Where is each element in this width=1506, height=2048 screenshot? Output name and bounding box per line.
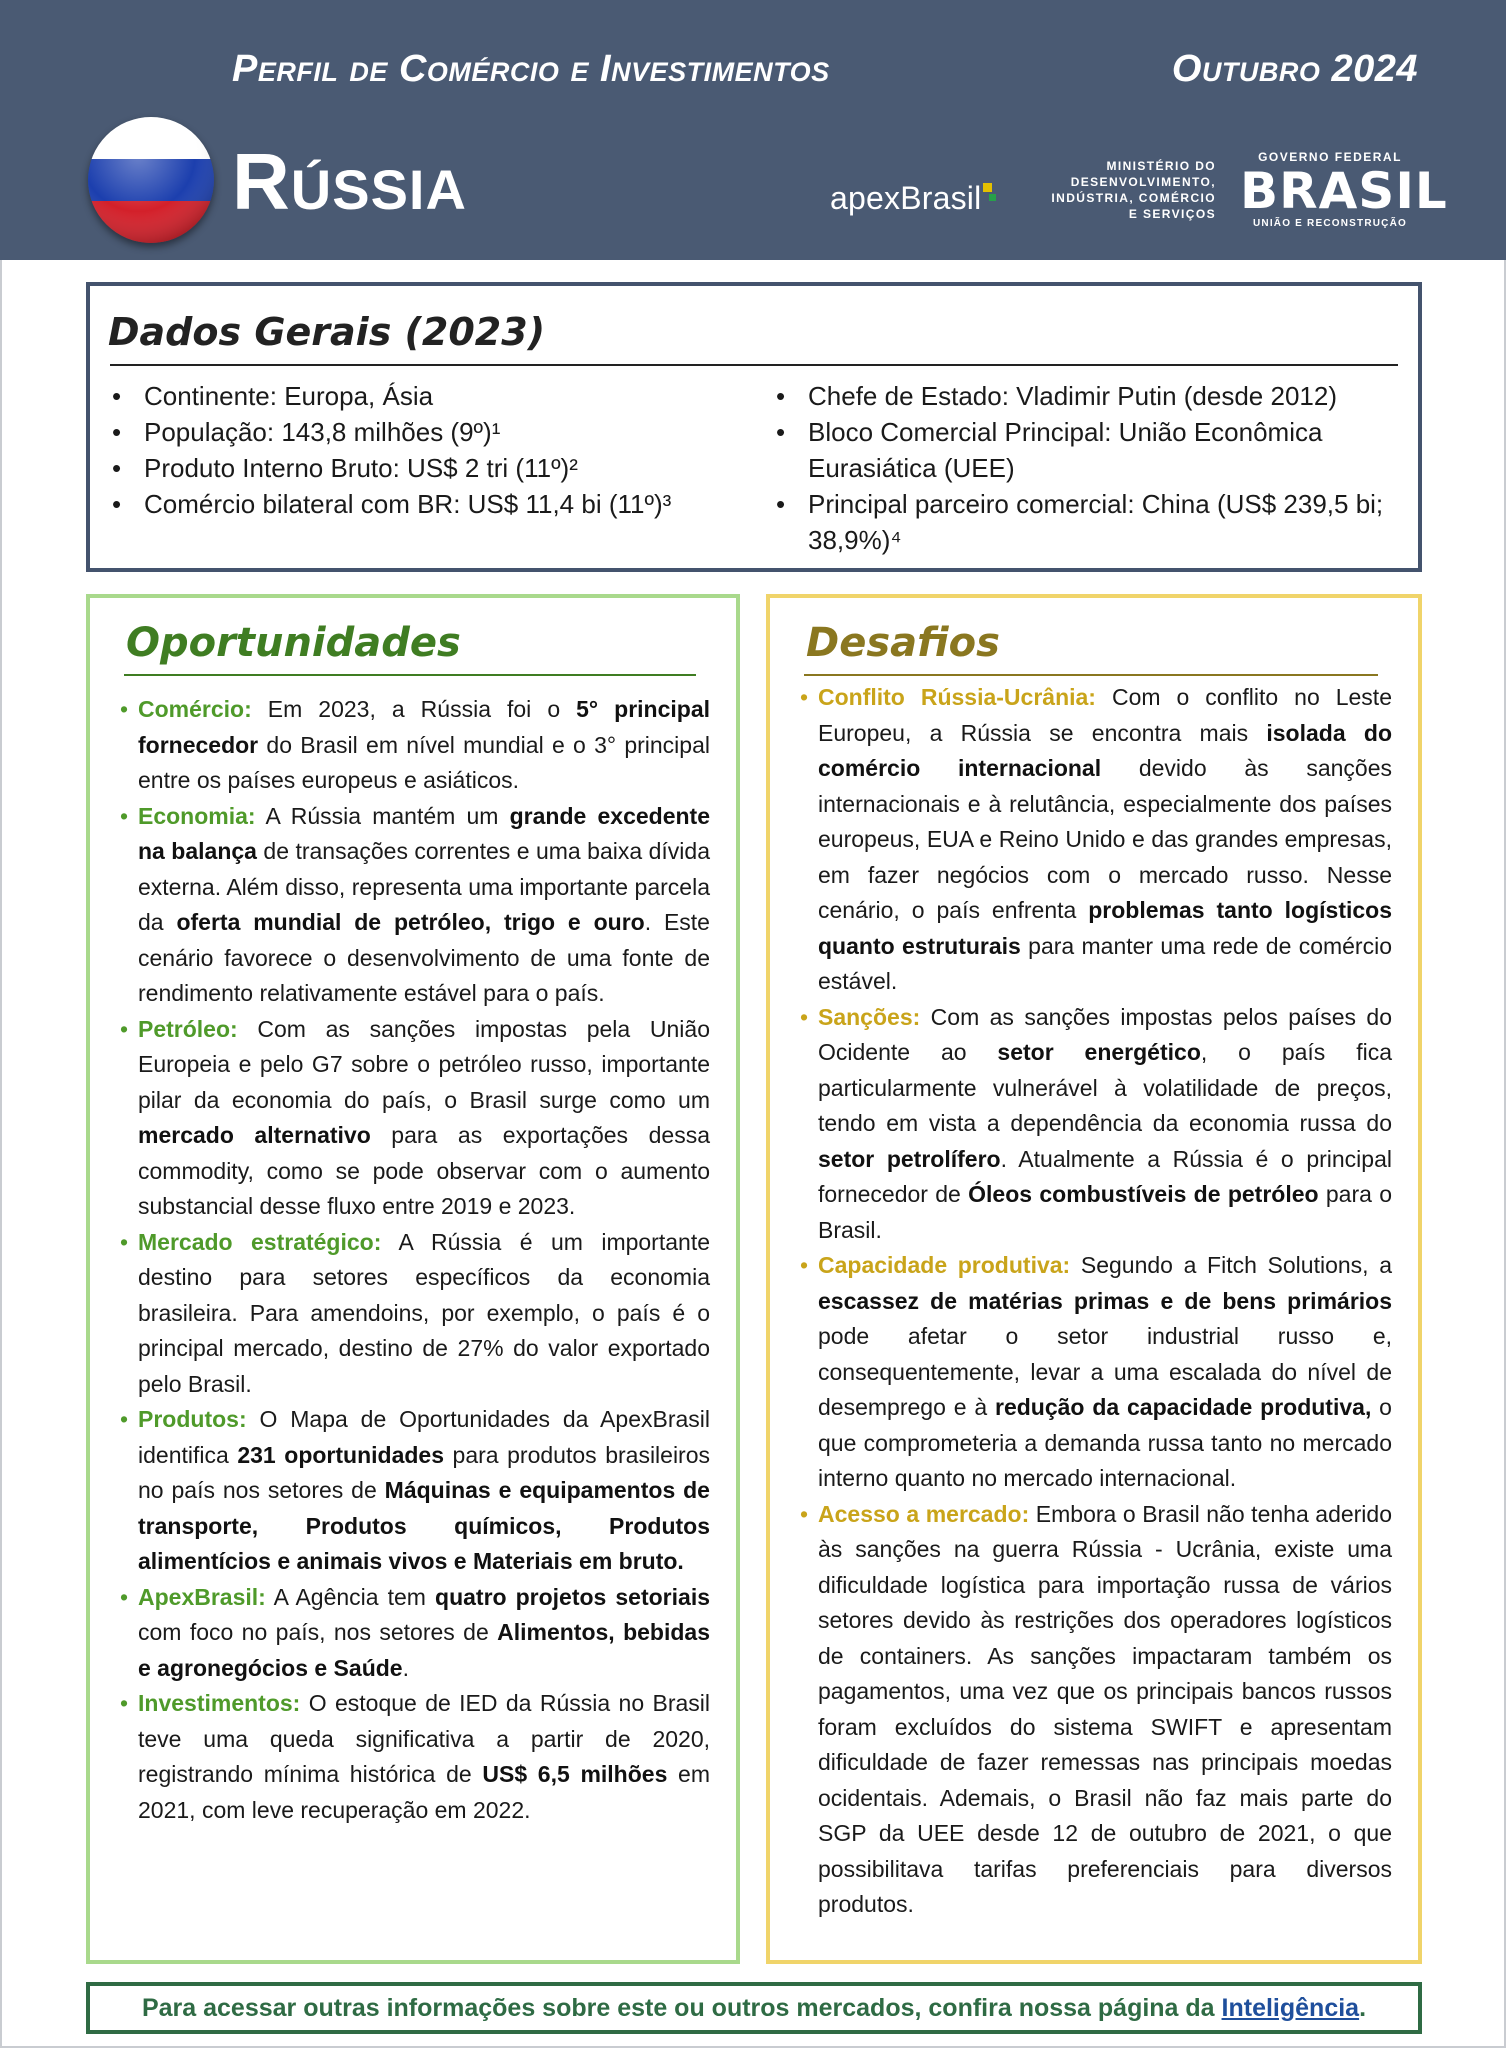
body-text: Com as sanções impostas pela União Europeia e pelo G7 sobre o petróleo russo, importante pilar da economia do país, o Brasil surge como um bbox=[138, 1015, 710, 1113]
oportunidades-panel bbox=[86, 594, 740, 1964]
desafio-item bbox=[800, 1248, 1392, 1497]
body-text: . Este cenário favorece o desenvolvimento de uma fonte de rendimento relativamente estável para o país. bbox=[138, 909, 710, 1006]
russia-flag-icon bbox=[88, 117, 214, 243]
bullet-label: Economia: bbox=[138, 802, 256, 829]
governo-federal-logo: GOVERNO FEDERAL BRASIL UNIÃO E RECONSTRUÇÃO bbox=[1240, 150, 1448, 229]
footer-text: Para acessar outras informações sobre este ou outros mercados, confira nossa página da bbox=[141, 1994, 1222, 2022]
bold-text: problemas tanto logísticos quanto estruturais bbox=[818, 897, 1392, 959]
desafios-list bbox=[800, 680, 1392, 1923]
dados-gerais-title: Dados Gerais (2023) bbox=[108, 310, 546, 354]
body-text: Segundo a Fitch Solutions, a bbox=[1070, 1252, 1392, 1278]
bullet-label: Capacidade produtiva: bbox=[818, 1252, 1071, 1278]
divider bbox=[804, 674, 1378, 676]
desafio-item bbox=[800, 1497, 1392, 1923]
bold-text: Máquinas e equipamentos de transporte, Produtos químicos, Produtos alimentícios e animais vivos e Materiais em bruto. bbox=[138, 1477, 710, 1574]
body-text: A Agência tem bbox=[265, 1583, 436, 1610]
body-text: . bbox=[402, 1654, 409, 1681]
dados-gerais-left-list bbox=[110, 378, 770, 522]
oportunidades-list bbox=[120, 692, 710, 1828]
body-text: Embora o Brasil não tenha aderido às sanções na guerra Rússia - Ucrânia, existe uma dificuldade logística para importação russa de vários setores devido às restrições dos operadores logísticos de containers. As sanções impactaram também os pagamentos, uma vez que os principais bancos russos foram excluídos do sistema SWIFT e apresentam dificuldade de fazer remessas nas principais moedas ocidentais. Ademais, o Brasil não faz mais parte do SGP da UEE desde 12 de outubro de 2021, o que possibilitava tarifas preferenciais para diversos produtos. bbox=[818, 1500, 1392, 1917]
body-text: Com as sanções impostas pelos países do Ocidente ao bbox=[818, 1003, 1392, 1065]
desafio-item bbox=[800, 680, 1392, 1000]
apexbrasil-logo: apexBrasil bbox=[830, 180, 996, 217]
desafios-panel bbox=[766, 594, 1422, 1964]
body-text: O Mapa de Oportunidades da ApexBrasil identifica bbox=[138, 1406, 710, 1468]
bullet-label: Conflito Rússia-Ucrânia: bbox=[818, 684, 1096, 710]
ministry-logo: MINISTÉRIO DO DESENVOLVIMENTO, INDÚSTRIA, COMÉRCIO E SERVIÇOS bbox=[1051, 159, 1216, 221]
dados-gerais-right-list bbox=[774, 378, 1394, 558]
oportunidade-item bbox=[120, 1402, 710, 1580]
bullet-label: Mercado estratégico: bbox=[138, 1228, 382, 1255]
divider bbox=[124, 674, 696, 676]
document-date: Outubro 2024 bbox=[1171, 48, 1418, 90]
body-text: devido às sanções internacionais e à relutância, especialmente dos países europeus, EUA e Reino Unido e das grandes empresas, em fazer negócios com o mercado russo. Nesse cenário, o país enfrenta bbox=[818, 755, 1392, 923]
oportunidade-item bbox=[120, 1012, 710, 1225]
bold-text: escassez de matérias primas e de bens primários bbox=[818, 1287, 1392, 1314]
bold-text: setor petrolífero bbox=[818, 1145, 1001, 1172]
dados-gerais-item: • Continente: Europa, Ásia bbox=[110, 378, 770, 414]
bold-text: oferta mundial de petróleo, trigo e ouro bbox=[176, 909, 645, 935]
document-title: Perfil de Comércio e Investimentos bbox=[232, 48, 830, 90]
bullet-label: Sanções: bbox=[818, 1003, 921, 1030]
oportunidade-item bbox=[120, 1580, 710, 1687]
bullet-label: ApexBrasil: bbox=[138, 1583, 266, 1610]
dados-gerais-item: • População: 143,8 milhões (9º)¹ bbox=[110, 414, 770, 450]
oportunidade-item bbox=[120, 1225, 710, 1403]
bullet-label: Investimentos: bbox=[138, 1690, 301, 1716]
footer-end: . bbox=[1359, 1994, 1367, 2022]
body-text: A Rússia mantém um bbox=[255, 802, 510, 829]
page-header bbox=[0, 0, 1506, 260]
body-text: Em 2023, a Rússia foi o bbox=[251, 696, 577, 722]
body-text: pode afetar o setor industrial russo e, consequentemente, levar a uma escalada do nível de desemprego e à bbox=[818, 1323, 1392, 1420]
bold-text: redução da capacidade produtiva, bbox=[995, 1394, 1372, 1420]
bullet-label: Acesso a mercado: bbox=[818, 1500, 1030, 1527]
bold-text: isolada do comércio internacional bbox=[818, 719, 1392, 781]
body-text: Com o conflito no Leste Europeu, a Rússia se encontra mais bbox=[818, 684, 1392, 746]
dados-gerais-item: • Chefe de Estado: Vladimir Putin (desde 2012) bbox=[774, 378, 1394, 414]
oportunidade-item bbox=[120, 1686, 710, 1828]
dados-gerais-item: • Bloco Comercial Principal: União Econômica Eurasiática (UEE) bbox=[774, 414, 1394, 486]
body-text: de transações correntes e uma baixa dívida externa. Além disso, representa uma importante parcela da bbox=[138, 838, 710, 935]
bold-text: 5° principal fornecedor bbox=[138, 696, 711, 758]
body-text: para o Brasil. bbox=[818, 1181, 1392, 1243]
dados-gerais-box bbox=[86, 282, 1422, 572]
oportunidade-item bbox=[120, 692, 710, 799]
bold-text: Alimentos, bebidas e agronegócios e Saúde bbox=[138, 1619, 710, 1681]
bold-text: Óleos combustíveis de petróleo bbox=[968, 1181, 1319, 1207]
body-text: para produtos brasileiros no país nos setores de bbox=[138, 1441, 711, 1503]
oportunidade-item bbox=[120, 799, 710, 1012]
bold-text: mercado alternativo bbox=[138, 1122, 371, 1148]
bold-text: setor energético bbox=[997, 1039, 1201, 1065]
body-text: O estoque de IED da Rússia no Brasil teve uma queda significativa a partir de 2020, registrando mínima histórica de bbox=[138, 1690, 710, 1787]
dados-gerais-item: • Principal parceiro comercial: China (US$ 239,5 bi; 38,9%)⁴ bbox=[774, 486, 1394, 558]
bullet-label: Comércio: bbox=[138, 696, 252, 722]
body-text: o que comprometeria a demanda russa tanto no mercado interno quanto no mercado internacional. bbox=[818, 1394, 1392, 1491]
divider bbox=[110, 364, 1398, 366]
country-name: Rússia bbox=[232, 137, 467, 226]
body-text: A Rússia é um importante destino para setores específicos da economia brasileira. Para amendoins, por exemplo, o país é o principal mercado, destino de 27% do valor exportado pelo Brasil. bbox=[138, 1228, 710, 1397]
body-text: do Brasil em nível mundial e o 3° principal entre os países europeus e asiáticos. bbox=[138, 731, 710, 793]
body-text: . Atualmente a Rússia é o principal fornecedor de bbox=[818, 1145, 1392, 1207]
desafios-title: Desafios bbox=[806, 620, 1000, 666]
desafio-item bbox=[800, 1000, 1392, 1249]
body-text: para manter uma rede de comércio estável. bbox=[818, 932, 1392, 994]
dados-gerais-item: • Produto Interno Bruto: US$ 2 tri (11º)² bbox=[110, 450, 770, 486]
bold-text: grande excedente na balança bbox=[138, 802, 710, 864]
body-text: com foco no país, nos setores de bbox=[138, 1619, 498, 1645]
inteligencia-link[interactable]: Inteligência bbox=[1221, 1994, 1360, 2022]
body-text: , o país fica particularmente vulnerável à volatilidade de preços, tendo em vista a dependência da economia russa do bbox=[818, 1039, 1392, 1136]
dados-gerais-item: • Comércio bilateral com BR: US$ 11,4 bi (11º)³ bbox=[110, 486, 770, 522]
body-text: em 2021, com leve recuperação em 2022. bbox=[138, 1761, 710, 1823]
oportunidades-title: Oportunidades bbox=[126, 620, 461, 666]
bold-text: US$ 6,5 milhões bbox=[482, 1761, 668, 1787]
bold-text: 231 oportunidades bbox=[237, 1441, 444, 1468]
footer-banner bbox=[86, 1982, 1422, 2034]
bold-text: quatro projetos setoriais bbox=[435, 1583, 710, 1610]
bullet-label: Petróleo: bbox=[138, 1015, 238, 1042]
body-text: para as exportações dessa commodity, como se pode observar com o aumento substancial desse fluxo entre 2019 e 2023. bbox=[138, 1122, 710, 1219]
bullet-label: Produtos: bbox=[138, 1406, 247, 1432]
